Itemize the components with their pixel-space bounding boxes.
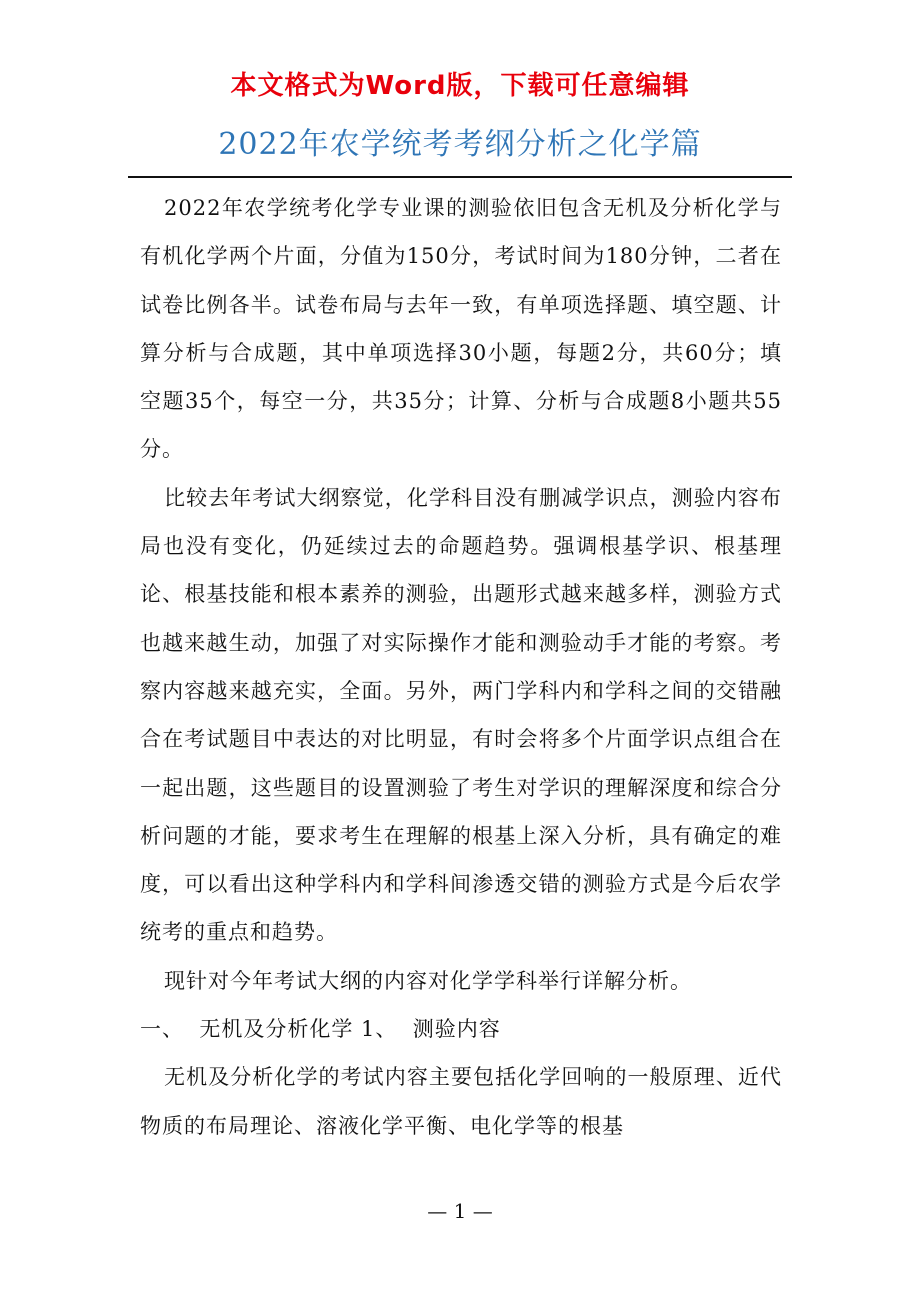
page-title: 2022年农学统考考纲分析之化学篇 (218, 127, 702, 162)
title-divider (128, 176, 792, 178)
paragraph-intro-analysis: 现针对今年考试大纲的内容对化学学科举行详解分析。 (164, 968, 692, 993)
paragraph-exam-structure: 2022年农学统考化学专业课的测验依旧包含无机及分析化学与有机化学两个片面，分值为150分，考试时间为180分钟，二者在试卷比例各半。试卷布局与去年一致，有单项选择题、填空题、计算分析与合成题，其中单项选择30小题，每题2分，共60分；填空题35个，每空一分，共35分；计算、分析与合成题8小题共55分。 (140, 196, 782, 462)
document-body (140, 184, 782, 1150)
paragraph-inorganic-content: 无机及分析化学的考试内容主要包括化学回响的一般原理、近代物质的布局理论、溶液化学平衡、电化学等的根基 (140, 1065, 782, 1138)
paragraph-syllabus-comparison: 比较去年考试大纲察觉，化学科目没有删减学识点，测验内容布局也没有变化，仍延续过去的命题趋势。强调根基学识、根基理论、根基技能和根本素养的测验，出题形式越来越多样，测验方式也越来越生动，加强了对实际操作才能和测验动手才能的考察。考察内容越来越充实，全面。另外，两门学科内和学科之间的交错融合在考试题目中表达的对比明显，有时会将多个片面学识点组合在一起出题，这些题目的设置测验了考生对学识的理解深度和综合分析问题的才能，要求考生在理解的根基上深入分析，具有确定的难度，可以看出这种学科内和学科间渗透交错的测验方式是今后农学统考的重点和趋势。 (140, 485, 782, 945)
section-heading: 一、 无机及分析化学 1、 测验内容 (140, 1017, 501, 1042)
page-number: — 1 — (427, 1199, 493, 1223)
format-banner: 本文格式为Word版，下载可任意编辑 (230, 71, 690, 101)
